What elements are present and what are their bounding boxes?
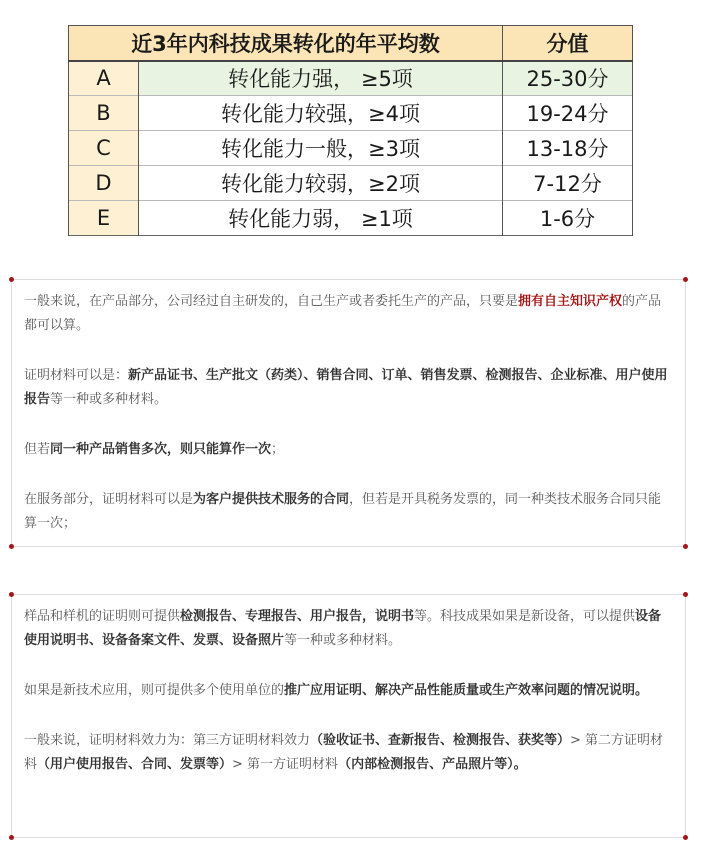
desc-cell: 转化能力一般，≥3项 xyxy=(139,131,503,166)
paragraph-proof-validity xyxy=(24,729,673,777)
score-cell: 19-24分 xyxy=(503,96,633,131)
table-row xyxy=(69,201,633,236)
corner-dot xyxy=(683,835,688,840)
table-row xyxy=(69,131,633,166)
text-run: 一般来说，证明材料效力为：第三方证明材料效力 xyxy=(24,733,311,748)
text-run: 样品和样机的证明则可提供 xyxy=(24,609,181,624)
highlight-text: 拥有自主知识产权 xyxy=(518,294,623,309)
desc-cell: 转化能力较弱，≥2项 xyxy=(139,166,503,201)
grade-cell: C xyxy=(69,131,139,166)
grade-cell: E xyxy=(69,201,139,236)
bold-text: （用户使用报告、合同、发票等） xyxy=(37,757,233,772)
grade-cell: D xyxy=(69,166,139,201)
bold-text: 同一种产品销售多次，则只能算作一次 xyxy=(50,442,272,457)
corner-dot xyxy=(9,277,14,282)
text-run: 等一种或多种材料。 xyxy=(284,633,402,648)
corner-dot xyxy=(683,277,688,282)
text-run: 但若 xyxy=(24,442,51,457)
text-run: > 第一方证明材料 xyxy=(232,757,339,772)
score-cell: 25-30分 xyxy=(503,61,633,96)
header-criteria: 近3年内科技成果转化的年平均数 xyxy=(69,26,503,61)
paragraph-new-tech xyxy=(24,679,673,703)
info-card-samples xyxy=(11,594,686,838)
table-row xyxy=(69,166,633,201)
text-run: 如果是新技术应用，则可提供多个使用单位的 xyxy=(24,683,285,698)
table-row xyxy=(69,96,633,131)
info-card-product xyxy=(11,279,686,547)
header-score: 分值 xyxy=(503,26,633,61)
corner-dot xyxy=(683,544,688,549)
desc-cell: 转化能力较强，≥4项 xyxy=(139,96,503,131)
table-row xyxy=(69,61,633,96)
text-run: 一般来说，在产品部分，公司经过自主研发的，自己生产或者委托生产的产品，只要是 xyxy=(24,294,519,309)
corner-dot xyxy=(9,592,14,597)
paragraph-count-rule xyxy=(24,438,673,462)
text-run: ； xyxy=(271,442,285,457)
text-run: 的产品都可以算。 xyxy=(24,294,662,333)
corner-dot xyxy=(9,835,14,840)
score-cell: 7-12分 xyxy=(503,166,633,201)
text-run: 证明材料可以是： xyxy=(24,368,129,383)
bold-text: 新产品证书、生产批文（药类）、销售合同、订单、销售发票、检测报告、企业标准、用户使用报告 xyxy=(24,368,668,407)
paragraph-service xyxy=(24,488,673,536)
text-run: 在服务部分，证明材料可以是 xyxy=(24,492,194,507)
score-table xyxy=(68,25,633,236)
desc-cell: 转化能力弱， ≥1项 xyxy=(139,201,503,236)
desc-cell: 转化能力强， ≥5项 xyxy=(139,61,503,96)
text-run: > 第二方证明材料 xyxy=(24,733,664,772)
paragraph-proof-materials xyxy=(24,364,673,412)
paragraph-product-scope xyxy=(24,290,673,338)
text-run: 等一种或多种材料。 xyxy=(50,392,168,407)
bold-text: （验收证书、查新报告、检测报告、获奖等） xyxy=(310,733,571,748)
table-header-row xyxy=(69,26,633,61)
corner-dot xyxy=(683,592,688,597)
text-run: ，但若是开具税务发票的，同一种类技术服务合同只能算一次； xyxy=(24,492,662,531)
bold-text: 推广应用证明、解决产品性能质量或生产效率问题的情况说明。 xyxy=(284,683,649,698)
bold-text: 为客户提供技术服务的合同 xyxy=(193,492,350,507)
corner-dot xyxy=(9,544,14,549)
text-run: 等。科技成果如果是新设备，可以提供 xyxy=(414,609,636,624)
bold-text: 检测报告、专理报告、用户报告，说明书 xyxy=(180,609,415,624)
grade-cell: A xyxy=(69,61,139,96)
bold-text: 设备使用说明书、设备备案文件、发票、设备照片 xyxy=(24,609,662,648)
score-cell: 1-6分 xyxy=(503,201,633,236)
paragraph-sample-proof xyxy=(24,605,673,653)
bold-text: （内部检测报告、产品照片等）。 xyxy=(338,757,527,772)
grade-cell: B xyxy=(69,96,139,131)
score-cell: 13-18分 xyxy=(503,131,633,166)
